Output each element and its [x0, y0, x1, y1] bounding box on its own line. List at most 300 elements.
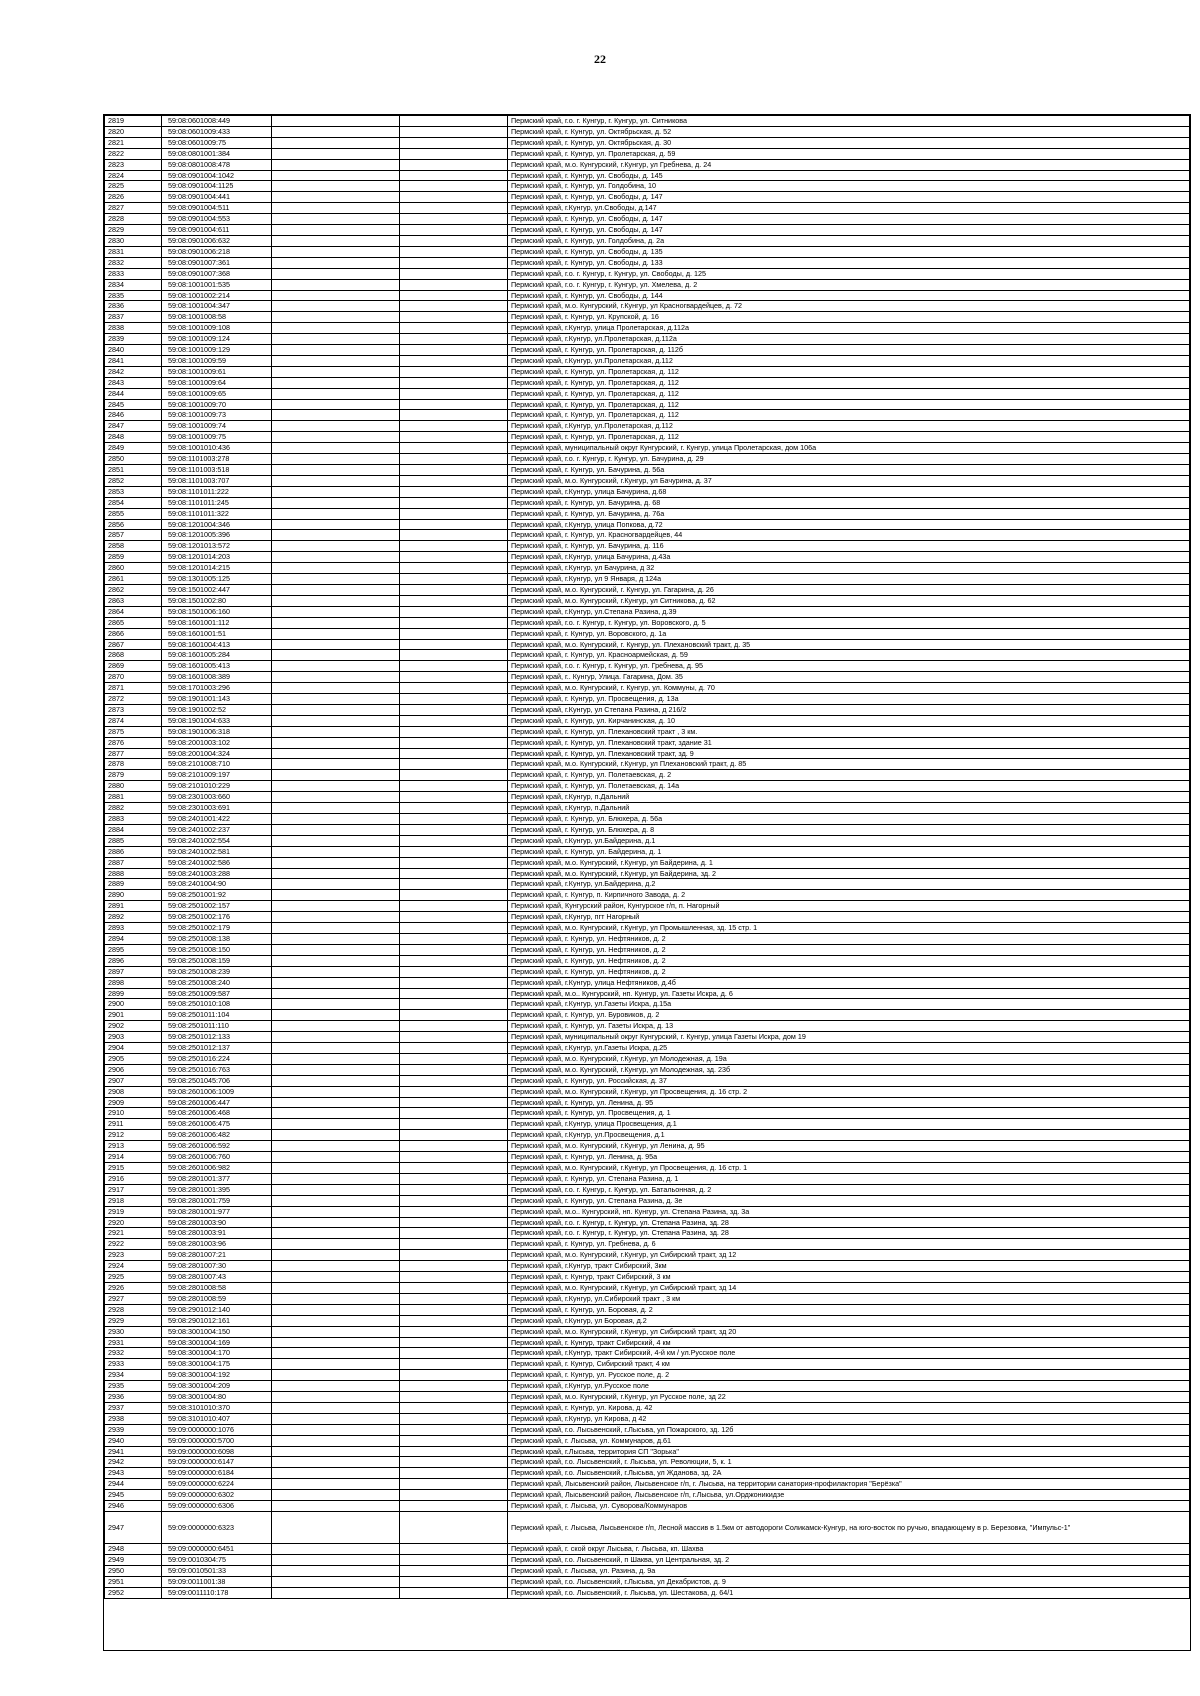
row-number-cell: 2922 [105, 1239, 162, 1250]
table-row [105, 1119, 1190, 1130]
empty-cell-a [272, 1228, 400, 1239]
address-cell: Пермский край, г. Кунгур, ул. Блюхера, д. 56а [508, 814, 1190, 825]
cadastral-number-cell: 59:09:0000000:1076 [162, 1424, 272, 1435]
address-cell: Пермский край, г. Кунгур, ул. Красногвардейцев, 44 [508, 530, 1190, 541]
cadastral-number-cell: 59:08:2001004:324 [162, 748, 272, 759]
table-row [105, 1315, 1190, 1326]
address-cell: Пермский край, г.Кунгур, ул.Пролетарская, д.112 [508, 355, 1190, 366]
empty-cell-b [400, 137, 508, 148]
empty-cell-b [400, 465, 508, 476]
empty-cell-b [400, 268, 508, 279]
empty-cell-b [400, 181, 508, 192]
cadastral-number-cell: 59:09:0011110:178 [162, 1587, 272, 1598]
row-number-cell: 2915 [105, 1163, 162, 1174]
empty-cell-b [400, 1435, 508, 1446]
table-row [105, 1272, 1190, 1283]
empty-cell-a [272, 661, 400, 672]
table-row [105, 1173, 1190, 1184]
registry-table-grid [104, 115, 1190, 1599]
empty-cell-a [272, 235, 400, 246]
table-row [105, 726, 1190, 737]
empty-cell-b [400, 126, 508, 137]
row-number-cell: 2905 [105, 1053, 162, 1064]
row-number-cell: 2883 [105, 814, 162, 825]
empty-cell-a [272, 1119, 400, 1130]
table-row [105, 770, 1190, 781]
address-cell: Пермский край, г. Кунгур, ул. Свободы, д. 147 [508, 225, 1190, 236]
empty-cell-b [400, 803, 508, 814]
empty-cell-a [272, 508, 400, 519]
cadastral-number-cell: 59:08:2301003:691 [162, 803, 272, 814]
empty-cell-b [400, 1075, 508, 1086]
address-cell: Пермский край, г. Кунгур, ул. Свободы, д. 133 [508, 257, 1190, 268]
empty-cell-b [400, 1250, 508, 1261]
cadastral-number-cell: 59:09:0000000:5700 [162, 1435, 272, 1446]
table-row [105, 1043, 1190, 1054]
row-number-cell: 2876 [105, 737, 162, 748]
empty-cell-b [400, 159, 508, 170]
empty-cell-a [272, 388, 400, 399]
empty-cell-a [272, 999, 400, 1010]
empty-cell-a [272, 1512, 400, 1544]
empty-cell-a [272, 1282, 400, 1293]
table-row [105, 519, 1190, 530]
table-row [105, 541, 1190, 552]
address-cell: Пермский край, г.о. г. Кунгур, г. Кунгур, ул. Батальонная, д. 2 [508, 1184, 1190, 1195]
address-cell: Пермский край, г. Кунгур, ул. Воровского, д. 1а [508, 628, 1190, 639]
empty-cell-b [400, 955, 508, 966]
empty-cell-a [272, 1576, 400, 1587]
table-row [105, 683, 1190, 694]
cadastral-number-cell: 59:08:3001004:150 [162, 1326, 272, 1337]
cadastral-number-cell: 59:08:1101011:222 [162, 486, 272, 497]
address-cell: Пермский край, г. Кунгур, ул. Байдерина, д. 1 [508, 846, 1190, 857]
empty-cell-a [272, 159, 400, 170]
table-row [105, 1576, 1190, 1587]
table-row [105, 661, 1190, 672]
row-number-cell: 2935 [105, 1381, 162, 1392]
empty-cell-b [400, 824, 508, 835]
row-number-cell: 2919 [105, 1206, 162, 1217]
empty-cell-b [400, 879, 508, 890]
row-number-cell: 2874 [105, 715, 162, 726]
table-row [105, 912, 1190, 923]
row-number-cell: 2852 [105, 475, 162, 486]
table-row [105, 1587, 1190, 1598]
address-cell: Пермский край, г.Кунгур, ул.Байдерина, д.2 [508, 879, 1190, 890]
empty-cell-a [272, 1501, 400, 1512]
empty-cell-b [400, 1468, 508, 1479]
row-number-cell: 2893 [105, 923, 162, 934]
cadastral-number-cell: 59:09:0000000:6184 [162, 1468, 272, 1479]
table-row [105, 574, 1190, 585]
address-cell: Пермский край, г. Кунгур, ул. Пролетарская, д. 112 [508, 432, 1190, 443]
empty-cell-b [400, 1053, 508, 1064]
cadastral-number-cell: 59:08:0801008:478 [162, 159, 272, 170]
empty-cell-b [400, 486, 508, 497]
row-number-cell: 2878 [105, 759, 162, 770]
row-number-cell: 2914 [105, 1152, 162, 1163]
cadastral-number-cell: 59:08:2501002:157 [162, 901, 272, 912]
row-number-cell: 2918 [105, 1195, 162, 1206]
empty-cell-b [400, 225, 508, 236]
empty-cell-a [272, 1021, 400, 1032]
table-row [105, 1565, 1190, 1576]
empty-cell-a [272, 126, 400, 137]
cadastral-number-cell: 59:09:0011001:38 [162, 1576, 272, 1587]
row-number-cell: 2951 [105, 1576, 162, 1587]
empty-cell-a [272, 1217, 400, 1228]
row-number-cell: 2911 [105, 1119, 162, 1130]
address-cell: Пермский край, г.о. Лысьвенский, г.Лысьва, ул Жданова, зд. 2А [508, 1468, 1190, 1479]
empty-cell-a [272, 1446, 400, 1457]
cadastral-number-cell: 59:08:1001010:436 [162, 443, 272, 454]
cadastral-number-cell: 59:08:2801003:91 [162, 1228, 272, 1239]
address-cell: Пермский край, г.Кунгур, улица Нефтяников, д.4б [508, 977, 1190, 988]
cadastral-number-cell: 59:09:0000000:6323 [162, 1512, 272, 1544]
empty-cell-a [272, 879, 400, 890]
cadastral-number-cell: 59:08:2501009:587 [162, 988, 272, 999]
address-cell: Пермский край, м.о. Кунгурский, г.Кунгур, ул Сибирский тракт, зд 20 [508, 1326, 1190, 1337]
cadastral-number-cell: 59:08:2501008:138 [162, 933, 272, 944]
empty-cell-a [272, 399, 400, 410]
table-row [105, 1239, 1190, 1250]
empty-cell-b [400, 1086, 508, 1097]
row-number-cell: 2822 [105, 148, 162, 159]
empty-cell-b [400, 650, 508, 661]
row-number-cell: 2866 [105, 628, 162, 639]
empty-cell-a [272, 1097, 400, 1108]
table-row [105, 203, 1190, 214]
empty-cell-b [400, 639, 508, 650]
row-number-cell: 2884 [105, 824, 162, 835]
cadastral-number-cell: 59:08:3001004:192 [162, 1370, 272, 1381]
row-number-cell: 2888 [105, 868, 162, 879]
empty-cell-b [400, 399, 508, 410]
table-row [105, 1010, 1190, 1021]
row-number-cell: 2828 [105, 214, 162, 225]
table-row [105, 1468, 1190, 1479]
cadastral-number-cell: 59:08:3001004:169 [162, 1337, 272, 1348]
empty-cell-b [400, 1337, 508, 1348]
table-row [105, 443, 1190, 454]
empty-cell-b [400, 923, 508, 934]
empty-cell-a [272, 792, 400, 803]
empty-cell-b [400, 770, 508, 781]
cadastral-number-cell: 59:08:0901004:1042 [162, 170, 272, 181]
row-number-cell: 2861 [105, 574, 162, 585]
table-row [105, 628, 1190, 639]
row-number-cell: 2902 [105, 1021, 162, 1032]
row-number-cell: 2881 [105, 792, 162, 803]
empty-cell-a [272, 421, 400, 432]
cadastral-number-cell: 59:08:3101010:407 [162, 1413, 272, 1424]
table-row [105, 246, 1190, 257]
table-row [105, 606, 1190, 617]
empty-cell-b [400, 1032, 508, 1043]
empty-cell-b [400, 1097, 508, 1108]
cadastral-number-cell: 59:08:2501008:240 [162, 977, 272, 988]
empty-cell-a [272, 1381, 400, 1392]
row-number-cell: 2871 [105, 683, 162, 694]
empty-cell-b [400, 857, 508, 868]
cadastral-number-cell: 59:08:2801007:43 [162, 1272, 272, 1283]
cadastral-number-cell: 59:08:2801008:58 [162, 1282, 272, 1293]
empty-cell-a [272, 857, 400, 868]
cadastral-number-cell: 59:08:0901004:553 [162, 214, 272, 225]
empty-cell-a [272, 465, 400, 476]
table-row [105, 279, 1190, 290]
cadastral-number-cell: 59:08:2801008:59 [162, 1293, 272, 1304]
cadastral-number-cell: 59:08:2801003:96 [162, 1239, 272, 1250]
address-cell: Пермский край, Кунгурский район, Кунгурское г/п, п. Нагорный [508, 901, 1190, 912]
cadastral-number-cell: 59:08:3001004:80 [162, 1392, 272, 1403]
empty-cell-b [400, 312, 508, 323]
address-cell: Пермский край, г. Кунгур, ул. Нефтяников, д. 2 [508, 955, 1190, 966]
empty-cell-b [400, 1141, 508, 1152]
table-row [105, 639, 1190, 650]
cadastral-number-cell: 59:08:1201004:346 [162, 519, 272, 530]
empty-cell-a [272, 1468, 400, 1479]
address-cell: Пермский край, г. Кунгур, ул. Просвещения, д. 13а [508, 694, 1190, 705]
cadastral-number-cell: 59:08:2601006:475 [162, 1119, 272, 1130]
row-number-cell: 2863 [105, 595, 162, 606]
address-cell: Пермский край, г. Кунгур, ул. Октябрьская, д. 52 [508, 126, 1190, 137]
empty-cell-a [272, 639, 400, 650]
address-cell: Пермский край, г.Кунгур, ул Кирова, д 42 [508, 1413, 1190, 1424]
cadastral-number-cell: 59:08:1001009:129 [162, 345, 272, 356]
table-row [105, 465, 1190, 476]
table-row [105, 1490, 1190, 1501]
table-row [105, 290, 1190, 301]
row-number-cell: 2907 [105, 1075, 162, 1086]
address-cell: Пермский край, м.о. Кунгурский, г.Кунгур, ул Молодежная, д. 19а [508, 1053, 1190, 1064]
empty-cell-b [400, 1282, 508, 1293]
cadastral-number-cell: 59:08:1001009:124 [162, 334, 272, 345]
empty-cell-b [400, 148, 508, 159]
table-row [105, 1086, 1190, 1097]
table-row [105, 1152, 1190, 1163]
cadastral-number-cell: 59:08:2601006:482 [162, 1130, 272, 1141]
table-row [105, 1446, 1190, 1457]
empty-cell-b [400, 1163, 508, 1174]
empty-cell-a [272, 1490, 400, 1501]
row-number-cell: 2844 [105, 388, 162, 399]
address-cell: Пермский край, г. Кунгур, ул. Нефтяников, д. 2 [508, 944, 1190, 955]
row-number-cell: 2933 [105, 1359, 162, 1370]
address-cell: Пермский край, м.о. Кунгурский, г.Кунгур, ул Байдерина, зд. 2 [508, 868, 1190, 879]
empty-cell-b [400, 530, 508, 541]
empty-cell-b [400, 1021, 508, 1032]
cadastral-number-cell: 59:08:2501008:150 [162, 944, 272, 955]
row-number-cell: 2820 [105, 126, 162, 137]
table-row [105, 890, 1190, 901]
empty-cell-b [400, 1370, 508, 1381]
row-number-cell: 2910 [105, 1108, 162, 1119]
empty-cell-a [272, 1184, 400, 1195]
address-cell: Пермский край, г.Кунгур, ул.Русское поле [508, 1381, 1190, 1392]
cadastral-number-cell: 59:08:2401004:90 [162, 879, 272, 890]
row-number-cell: 2904 [105, 1043, 162, 1054]
table-row [105, 214, 1190, 225]
address-cell: Пермский край, г. Кунгур, ул. Крупской, д. 16 [508, 312, 1190, 323]
cadastral-number-cell: 59:08:2501011:110 [162, 1021, 272, 1032]
empty-cell-b [400, 1010, 508, 1021]
empty-cell-a [272, 1250, 400, 1261]
cadastral-number-cell: 59:08:1201005:396 [162, 530, 272, 541]
cadastral-number-cell: 59:08:1501002:80 [162, 595, 272, 606]
empty-cell-a [272, 977, 400, 988]
cadastral-number-cell: 59:08:1601005:413 [162, 661, 272, 672]
empty-cell-a [272, 148, 400, 159]
address-cell: Пермский край, м.о. Кунгурский, г.Кунгур, ул Сибирский тракт, зд 14 [508, 1282, 1190, 1293]
cadastral-number-cell: 59:08:0601009:433 [162, 126, 272, 137]
cadastral-number-cell: 59:08:1101011:322 [162, 508, 272, 519]
empty-cell-b [400, 1479, 508, 1490]
table-row [105, 748, 1190, 759]
address-cell: Пермский край, г. Кунгур, п. Кирпичного Завода, д. 2 [508, 890, 1190, 901]
empty-cell-b [400, 1565, 508, 1576]
empty-cell-b [400, 116, 508, 127]
address-cell: Пермский край, г. Кунгур, ул. Свободы, д. 135 [508, 246, 1190, 257]
table-row [105, 475, 1190, 486]
empty-cell-b [400, 672, 508, 683]
row-number-cell: 2930 [105, 1326, 162, 1337]
address-cell: Пермский край, м.о.. Кунгурский, нп. Кунгур, ул. Газеты Искра, д. 6 [508, 988, 1190, 999]
table-row [105, 563, 1190, 574]
empty-cell-b [400, 1512, 508, 1544]
empty-cell-a [272, 1544, 400, 1555]
table-row [105, 803, 1190, 814]
empty-cell-b [400, 257, 508, 268]
row-number-cell: 2843 [105, 377, 162, 388]
row-number-cell: 2834 [105, 279, 162, 290]
empty-cell-a [272, 192, 400, 203]
row-number-cell: 2857 [105, 530, 162, 541]
row-number-cell: 2867 [105, 639, 162, 650]
cadastral-number-cell: 59:08:2401003:288 [162, 868, 272, 879]
cadastral-number-cell: 59:08:1001009:65 [162, 388, 272, 399]
empty-cell-b [400, 999, 508, 1010]
empty-cell-a [272, 1053, 400, 1064]
address-cell: Пермский край, м.о.. Кунгурский, нп. Кунгур, ул. Степана Разина, зд. 3а [508, 1206, 1190, 1217]
cadastral-number-cell: 59:08:2401002:554 [162, 835, 272, 846]
address-cell: Пермский край, г. Кунгур, тракт Сибирский, 4 км [508, 1337, 1190, 1348]
row-number-cell: 2946 [105, 1501, 162, 1512]
table-row [105, 1130, 1190, 1141]
address-cell: Пермский край, г.Кунгур, ул.Пролетарская, д.112а [508, 334, 1190, 345]
empty-cell-b [400, 410, 508, 421]
address-cell: Пермский край, г.Кунгур, тракт Сибирский, 4-й км / ул.Русское поле [508, 1348, 1190, 1359]
empty-cell-a [272, 268, 400, 279]
cadastral-number-cell: 59:08:2601006:468 [162, 1108, 272, 1119]
empty-cell-a [272, 290, 400, 301]
row-number-cell: 2853 [105, 486, 162, 497]
table-row [105, 595, 1190, 606]
row-number-cell: 2916 [105, 1173, 162, 1184]
row-number-cell: 2845 [105, 399, 162, 410]
empty-cell-a [272, 912, 400, 923]
empty-cell-a [272, 890, 400, 901]
address-cell: Пермский край, г.Кунгур, ул Боровая, д.2 [508, 1315, 1190, 1326]
empty-cell-b [400, 1544, 508, 1555]
empty-cell-a [272, 116, 400, 127]
empty-cell-a [272, 595, 400, 606]
empty-cell-b [400, 595, 508, 606]
cadastral-number-cell: 59:09:0010501:33 [162, 1565, 272, 1576]
row-number-cell: 2940 [105, 1435, 162, 1446]
table-row [105, 977, 1190, 988]
empty-cell-b [400, 1228, 508, 1239]
empty-cell-a [272, 1010, 400, 1021]
empty-cell-b [400, 1119, 508, 1130]
row-number-cell: 2952 [105, 1587, 162, 1598]
cadastral-number-cell: 59:09:0000000:6147 [162, 1457, 272, 1468]
table-row [105, 1304, 1190, 1315]
address-cell: Пермский край, м.о. Кунгурский, г.Кунгур, ул Ситникова, д. 62 [508, 595, 1190, 606]
row-number-cell: 2819 [105, 116, 162, 127]
table-row [105, 345, 1190, 356]
address-cell: Пермский край, г. Кунгур, ул. Пролетарская, д. 59 [508, 148, 1190, 159]
empty-cell-a [272, 683, 400, 694]
row-number-cell: 2934 [105, 1370, 162, 1381]
table-row [105, 901, 1190, 912]
empty-cell-a [272, 759, 400, 770]
row-number-cell: 2851 [105, 465, 162, 476]
empty-cell-b [400, 1206, 508, 1217]
empty-cell-b [400, 454, 508, 465]
address-cell: Пермский край, г. Кунгур, ул. Ленина, д. 95 [508, 1097, 1190, 1108]
cadastral-number-cell: 59:08:2601006:447 [162, 1097, 272, 1108]
table-row [105, 497, 1190, 508]
row-number-cell: 2865 [105, 617, 162, 628]
cadastral-number-cell: 59:08:1101003:518 [162, 465, 272, 476]
empty-cell-b [400, 661, 508, 672]
table-row [105, 999, 1190, 1010]
cadastral-number-cell: 59:08:1201014:215 [162, 563, 272, 574]
cadastral-number-cell: 59:08:1601005:284 [162, 650, 272, 661]
empty-cell-b [400, 192, 508, 203]
table-row [105, 617, 1190, 628]
empty-cell-b [400, 334, 508, 345]
cadastral-number-cell: 59:08:3101010:370 [162, 1402, 272, 1413]
empty-cell-b [400, 1239, 508, 1250]
empty-cell-a [272, 824, 400, 835]
cadastral-number-cell: 59:09:0000000:6224 [162, 1479, 272, 1490]
empty-cell-b [400, 737, 508, 748]
empty-cell-b [400, 1348, 508, 1359]
cadastral-number-cell: 59:08:1701003:296 [162, 683, 272, 694]
row-number-cell: 2859 [105, 552, 162, 563]
empty-cell-b [400, 704, 508, 715]
empty-cell-b [400, 988, 508, 999]
address-cell: Пермский край, г. Кунгур, ул. Плехановский тракт , 3 км. [508, 726, 1190, 737]
table-row [105, 1075, 1190, 1086]
empty-cell-b [400, 1381, 508, 1392]
empty-cell-b [400, 726, 508, 737]
cadastral-number-cell: 59:08:1001009:70 [162, 399, 272, 410]
empty-cell-a [272, 726, 400, 737]
empty-cell-a [272, 694, 400, 705]
cadastral-number-cell: 59:08:1001009:59 [162, 355, 272, 366]
address-cell: Пермский край, г. Кунгур, ул. Степана Разина, д. 3е [508, 1195, 1190, 1206]
row-number-cell: 2840 [105, 345, 162, 356]
address-cell: Пермский край, муниципальный округ Кунгурский, г. Кунгур, улица Пролетарская, дом 106а [508, 443, 1190, 454]
address-cell: Пермский край, г.о. Лысьвенский, г. Лысьва, ул. Революции, 5, к. 1 [508, 1457, 1190, 1468]
address-cell: Пермский край, г. Кунгур, ул. Бачурина, д. 56а [508, 465, 1190, 476]
empty-cell-a [272, 1032, 400, 1043]
empty-cell-a [272, 355, 400, 366]
